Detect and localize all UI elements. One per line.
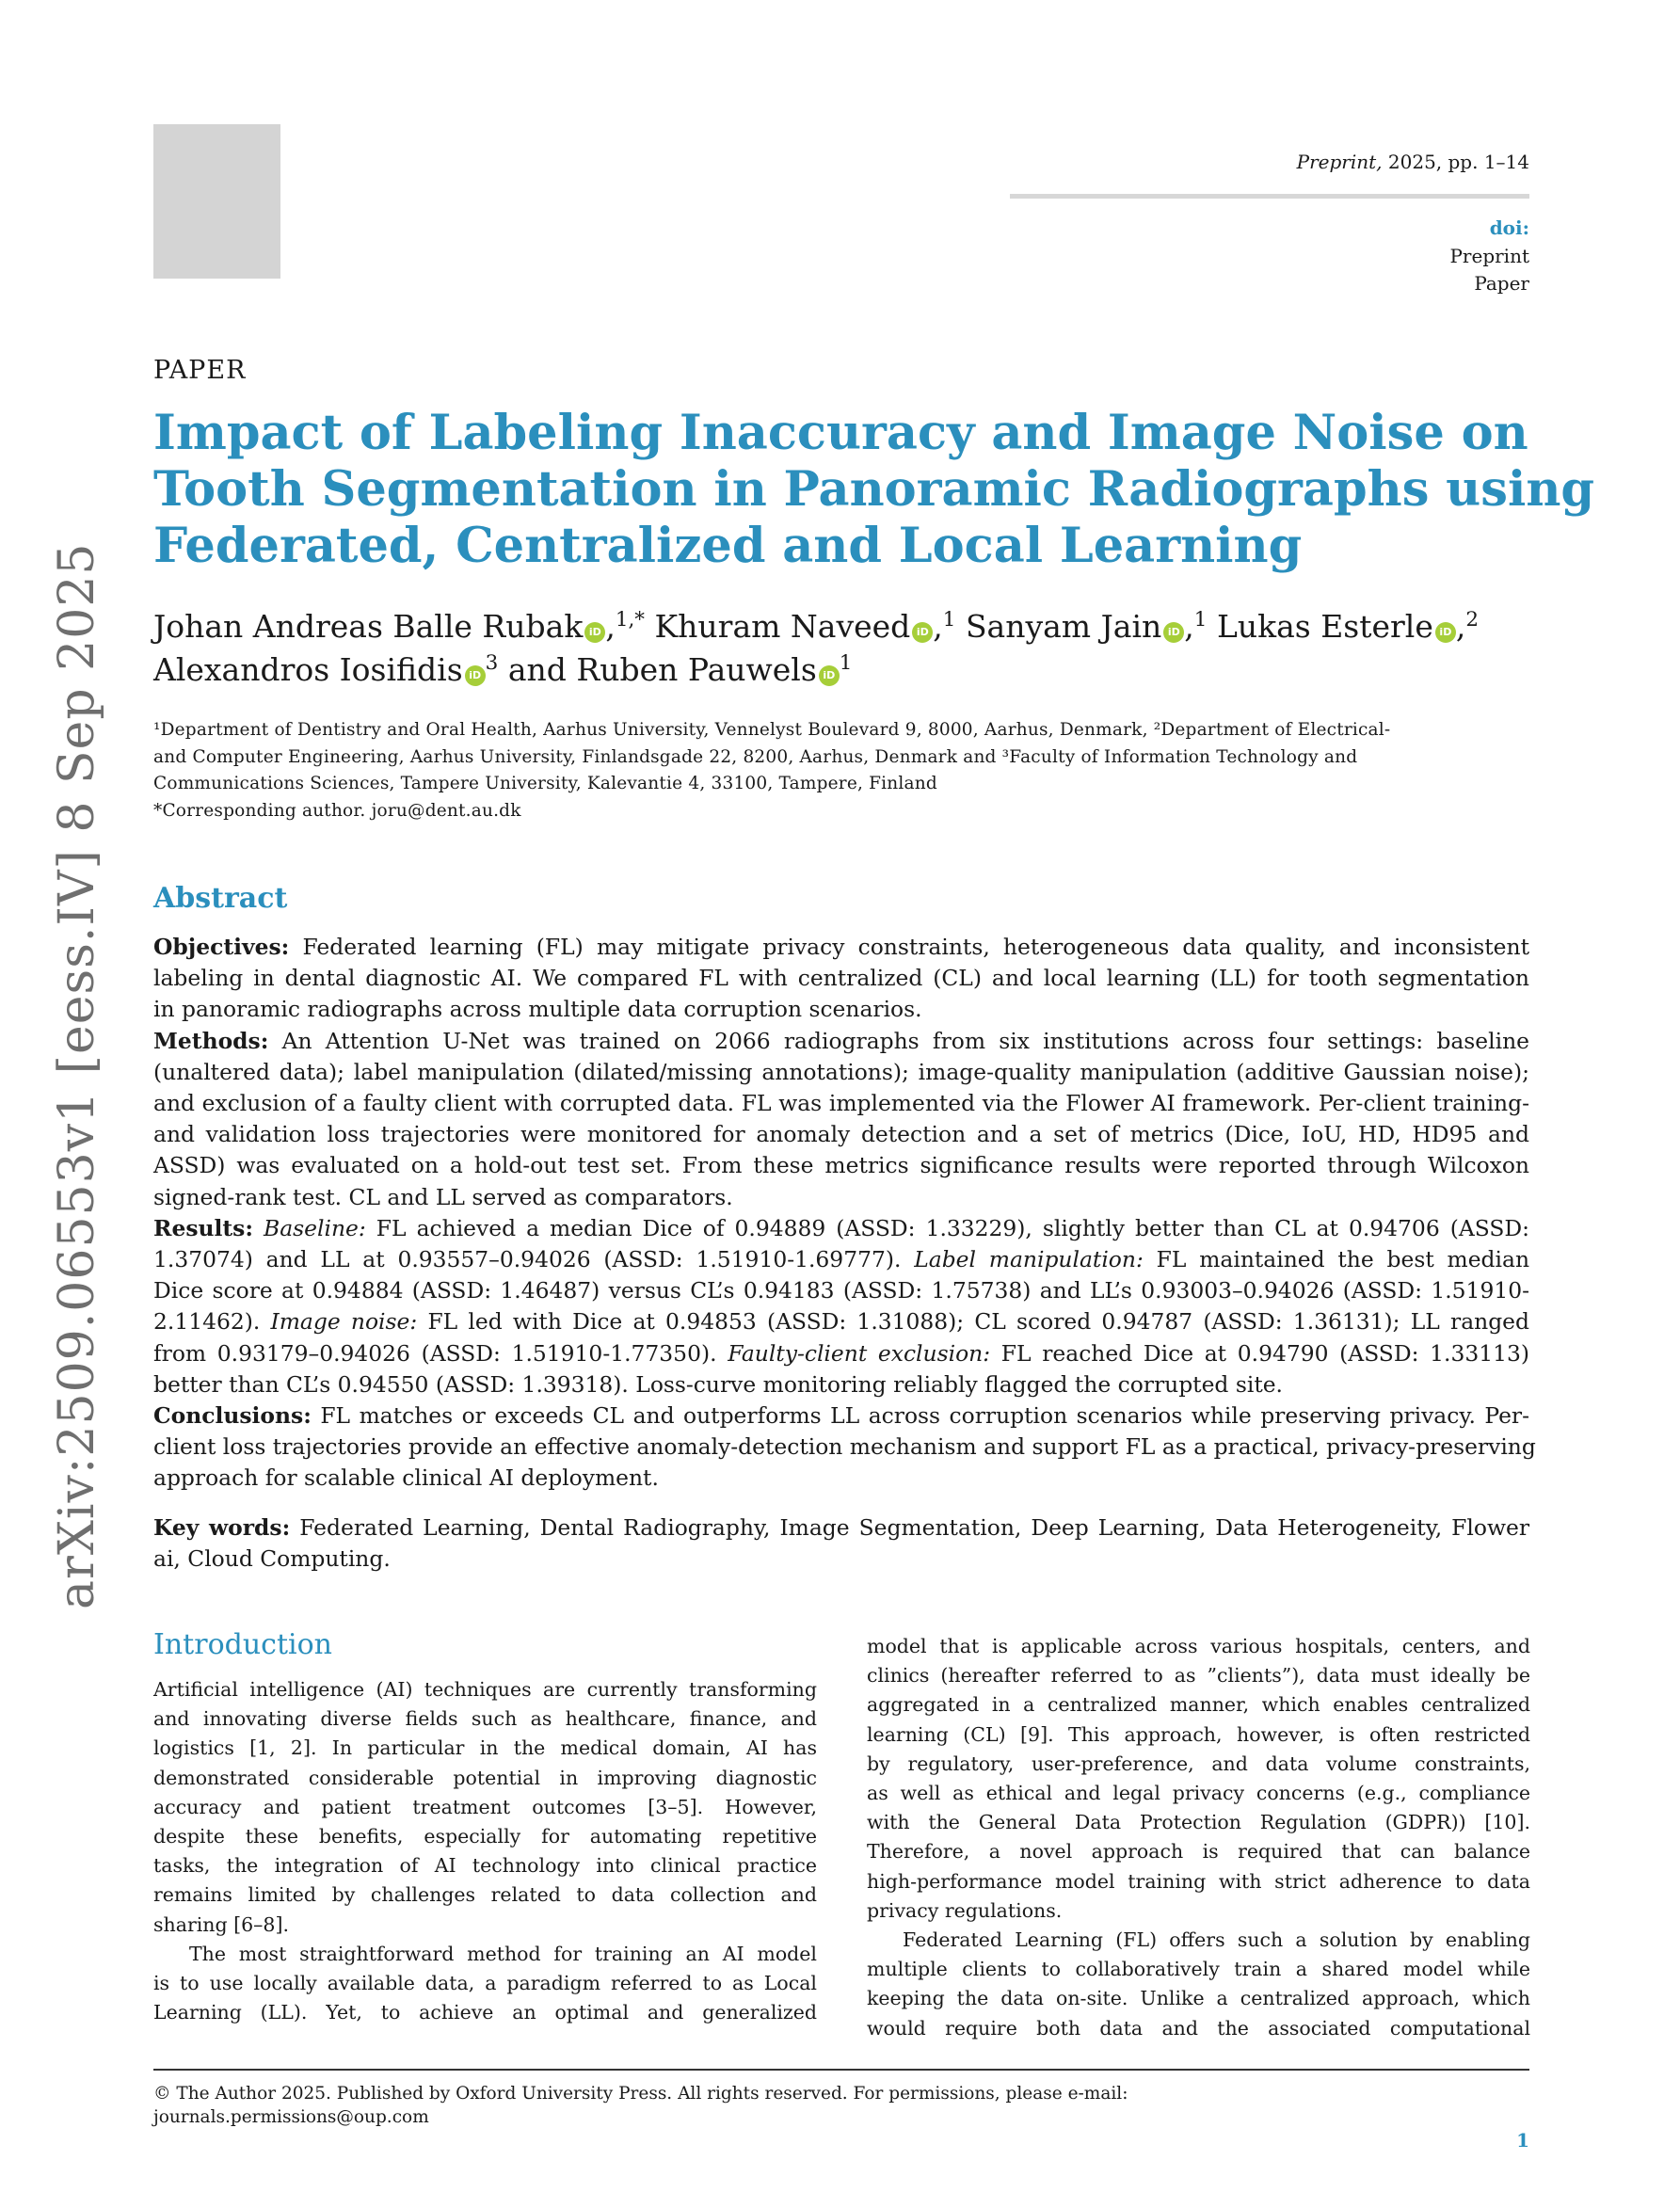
- text-line: Artificial intelligence (AI) techniques are currently transforming: [153, 1678, 817, 1701]
- orcid-icon[interactable]: iD: [465, 665, 486, 686]
- intro-left-column: [153, 1675, 817, 2027]
- header-preprint: Preprint: [1449, 245, 1529, 267]
- abstract-text: FL matches or exceeds CL and outperforms LL across corruption scenarios while preserving privacy. Per-: [320, 1402, 1529, 1430]
- abstract-line: signed-rank test. CL and LL served as comparators.: [153, 1183, 733, 1210]
- text-line: Learning (LL). Yet, to achieve an optimal and generalized: [153, 2001, 817, 2024]
- text-line: learning (CL) [9]. This approach, however, is often restricted: [867, 1722, 1530, 1746]
- image-noise-label: Image noise:: [270, 1308, 418, 1336]
- arxiv-identifier: arXiv:2509.06553v1 [eess.IV] 8 Sep 2025: [49, 542, 105, 1609]
- affiliations: [153, 717, 1529, 824]
- author-affil-mark: 1: [942, 608, 956, 632]
- paper-title: [153, 405, 1595, 574]
- text-line: logistics [1, 2]. In particular in the medical domain, AI has: [153, 1736, 817, 1760]
- abstract-heading: Abstract: [153, 882, 288, 915]
- orcid-icon[interactable]: iD: [1435, 622, 1456, 643]
- author-affil-mark: 1,*: [615, 608, 646, 632]
- text-line: as well as ethical and legal privacy concerns (e.g., compliance: [867, 1782, 1530, 1805]
- text-line: model that is applicable across various hospitals, centers, and: [867, 1635, 1530, 1657]
- text-line: would require both data and the associated computational: [867, 2016, 1530, 2040]
- author-name[interactable]: Sanyam Jain: [965, 608, 1162, 645]
- text-line: clinics (hereafter referred to as ”clients”), data must ideally be: [867, 1664, 1530, 1688]
- abstract-line: Dice score at 0.94884 (ASSD: 1.46487) versus CL’s 0.94183 (ASSD: 1.75738) and LL’s 0.93003–0.94026 (ASSD: 1.51910-: [153, 1277, 1529, 1304]
- keywords-text: ai, Cloud Computing.: [153, 1545, 391, 1573]
- text-line: and innovating diverse fields such as healthcare, finance, and: [153, 1707, 817, 1731]
- permissions-email[interactable]: journals.permissions@oup.com: [153, 2107, 429, 2127]
- header-rule: [1010, 194, 1529, 199]
- text-line: privacy regulations.: [867, 1898, 1063, 1922]
- orcid-icon[interactable]: iD: [819, 665, 840, 686]
- text-line: multiple clients to collaboratively train a shared model while: [867, 1958, 1530, 1981]
- abstract-line: better than CL’s 0.94550 (ASSD: 1.39318). Loss-curve monitoring reliably flagged the corrupted site.: [153, 1370, 1283, 1398]
- abstract-text: FL maintained the best median: [1156, 1246, 1530, 1273]
- text-line: sharing [6–8].: [153, 1912, 289, 1936]
- abstract-line: and validation loss trajectories were monitored for anomaly detection and a set of metrics (Dice, IoU, HD, HD95 and: [153, 1121, 1529, 1148]
- keywords-text: Federated Learning, Dental Radiography, Image Segmentation, Deep Learning, Data Heterogeneity, Flower: [299, 1514, 1530, 1541]
- text-line: Therefore, a novel approach is required that can balance: [867, 1840, 1530, 1864]
- introduction-heading: Introduction: [153, 1628, 332, 1661]
- abstract-text: An Attention U-Net was trained on 2066 radiographs from six institutions across four settings: baseline: [281, 1027, 1530, 1054]
- orcid-icon[interactable]: iD: [1163, 622, 1184, 643]
- affiliation-line: Communications Sciences, Tampere University, Kalevantie 4, 33100, Tampere, Finland: [153, 774, 937, 793]
- author-name[interactable]: Johan Andreas Balle Rubak: [153, 608, 584, 645]
- abstract-line: and exclusion of a faulty client with corrupted data. FL was implemented via the Flower AI framework. Per-client training-: [153, 1090, 1529, 1117]
- conclusions-label: Conclusions:: [153, 1402, 312, 1430]
- affiliation-line: ¹Department of Dentistry and Oral Health, Aarhus University, Vennelyst Boulevard 9, 8000, Aarhus, Denmark, ²Department of Electrical-: [153, 720, 1391, 740]
- author-name[interactable]: Khuram Naveed: [654, 608, 911, 645]
- title-line: Tooth Segmentation in Panoramic Radiographs using: [153, 461, 1595, 518]
- objectives-label: Objectives:: [153, 934, 290, 960]
- text-line: by regulatory, user-preference, and data volume constraints,: [867, 1752, 1530, 1775]
- orcid-icon[interactable]: iD: [912, 622, 933, 643]
- author-affil-mark: 1: [839, 651, 853, 675]
- text-line: with the General Data Protection Regulation (GDPR)) [10].: [867, 1811, 1530, 1834]
- abstract-line: in panoramic radiographs across multiple data corruption scenarios.: [153, 996, 922, 1023]
- author-affil-mark: 3: [485, 651, 499, 675]
- author-name[interactable]: Alexandros Iosifidis: [153, 651, 463, 688]
- keywords-label: Key words:: [153, 1514, 291, 1541]
- header-paper: Paper: [1474, 272, 1529, 295]
- abstract-text: Federated learning (FL) may mitigate privacy constraints, heterogeneous data quality, and inconsistent: [302, 934, 1529, 960]
- text-line: The most straightforward method for training an AI model: [189, 1942, 817, 1965]
- author-name[interactable]: Lukas Esterle: [1216, 608, 1433, 645]
- copyright-line: © The Author 2025. Published by Oxford University Press. All rights reserved. For permissions, please e-mail:: [153, 2084, 1128, 2104]
- abstract-line: (unaltered data); label manipulation (dilated/missing annotations); image-quality manipulation (additive Gaussian noise);: [153, 1058, 1529, 1085]
- intro-right-column: [867, 1632, 1530, 2043]
- abstract-text: from 0.93179–0.94026 (ASSD: 1.51910-1.77350).: [153, 1339, 717, 1367]
- abstract-line: labeling in dental diagnostic AI. We compared FL with centralized (CL) and local learning (LL) for tooth segmentation: [153, 965, 1529, 992]
- text-line: high-performance model training with strict adherence to data: [867, 1869, 1530, 1893]
- results-label: Results:: [153, 1214, 253, 1241]
- abstract-line: ASSD) was evaluated on a hold-out test set. From these metrics significance results were reported through Wilcoxon: [153, 1152, 1529, 1179]
- section-label: PAPER: [153, 356, 247, 385]
- author-affil-mark: 2: [1465, 608, 1480, 632]
- keywords: [153, 1512, 1529, 1575]
- author-name[interactable]: Ruben Pauwels: [576, 651, 817, 688]
- label-manipulation-label: Label manipulation:: [914, 1246, 1144, 1273]
- text-line: aggregated in a centralized manner, which enables centralized: [867, 1693, 1530, 1717]
- footer-rule: [153, 2069, 1529, 2071]
- text-line: Federated Learning (FL) offers such a solution by enabling: [903, 1928, 1530, 1952]
- journal-logo-placeholder: [153, 124, 280, 279]
- text-line: demonstrated considerable potential in improving diagnostic: [153, 1766, 817, 1789]
- methods-label: Methods:: [153, 1027, 269, 1054]
- abstract-text: FL achieved a median Dice of 0.94889 (ASSD: 1.33229), slightly better than CL at 0.94706 (ASSD:: [376, 1214, 1530, 1241]
- text-line: despite these benefits, especially for automating repetitive: [153, 1825, 817, 1848]
- abstract-text: 2.11462).: [153, 1308, 261, 1336]
- abstract-text: 1.37074) and LL at 0.93557–0.94026 (ASSD: 1.51910-1.69777).: [153, 1246, 902, 1273]
- faulty-client-label: Faulty-client exclusion:: [728, 1339, 991, 1367]
- text-line: is to use locally available data, a paradigm referred to as Local: [153, 1972, 817, 1995]
- page-range: 2025, pp. 1–14: [1387, 151, 1529, 173]
- text-line: accuracy and patient treatment outcomes [3–5]. However,: [153, 1795, 817, 1818]
- author-affil-mark: 1: [1193, 608, 1208, 632]
- abstract-line: client loss trajectories provide an effective anomaly-detection mechanism and support FL as a practical, privacy-preserving: [153, 1433, 1536, 1461]
- author-list: Johan Andreas Balle Rubak iD ,$^{1,*}$ Khuram Naveed iD ,$^1$ Sanyam Jain iD ,$^1$ Lukas Esterle iD ,$^2$ Alexandros Iosifidis $iD^3$ and Ruben Pauwels $iD^1$: [153, 608, 1480, 688]
- abstract-text: FL reached Dice at 0.94790 (ASSD: 1.33113): [1000, 1339, 1530, 1367]
- title-line: Impact of Labeling Inaccuracy and Image Noise on: [153, 405, 1528, 461]
- doi-label[interactable]: doi:: [1489, 216, 1529, 239]
- page-number: 1: [1516, 2129, 1529, 2152]
- text-line: remains limited by challenges related to data collection and: [153, 1883, 817, 1907]
- abstract-text: FL led with Dice at 0.94853 (ASSD: 1.31088); CL scored 0.94787 (ASSD: 1.36131); LL ranged: [427, 1308, 1529, 1336]
- abstract-line: approach for scalable clinical AI deployment.: [153, 1464, 659, 1492]
- preprint-label: Preprint,: [1296, 151, 1383, 173]
- affiliation-line: and Computer Engineering, Aarhus University, Finlandsgade 22, 8200, Aarhus, Denmark and ³Faculty of Information Technology and: [153, 746, 1358, 767]
- corresponding-author: *Corresponding author. joru@dent.au.dk: [153, 800, 521, 821]
- orcid-icon[interactable]: iD: [584, 622, 605, 643]
- author-conjunction: and: [507, 651, 567, 688]
- text-line: tasks, the integration of AI technology into clinical practice: [153, 1854, 817, 1878]
- abstract-body: [153, 932, 1536, 1495]
- baseline-label: Baseline:: [264, 1214, 366, 1241]
- title-line: Federated, Centralized and Local Learning: [153, 518, 1303, 574]
- copyright-notice: [153, 2082, 1128, 2129]
- text-line: keeping the data on-site. Unlike a centralized approach, which: [867, 1987, 1530, 2010]
- running-header: [1297, 151, 1529, 173]
